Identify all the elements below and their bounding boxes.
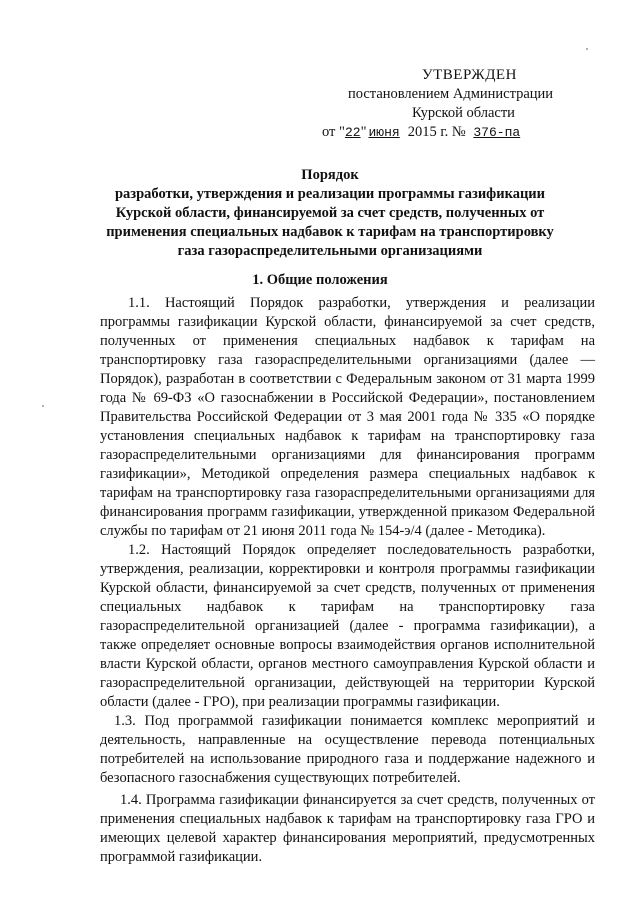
approval-line-2: Курской области: [412, 105, 515, 121]
approval-date-year: 2015 г. №: [407, 124, 466, 140]
scan-speck: [586, 48, 588, 50]
approval-date-line: [322, 123, 622, 142]
paragraph-1-4: 1.4. Программа газификации финансируется за счет средств, полученных от применения специальных надбавок к тарифам на транспортировку газа ГРО и имеющих целевой характер финансирования мероприятий, предусмотренных программой газификации.: [100, 792, 595, 865]
document-title-line-1: Порядок: [301, 167, 359, 183]
paragraph-1-1: 1.1. Настоящий Порядок разработки, утверждения и реализации программы газификации Курской области, финансируемой за счет средств, полученных от применения специальных надбавок к тарифам на транспортировку газа газораспределительными организациями (далее — Порядок), разработан в соответствии с Федеральным законом от 31 марта 1999 года № 69-ФЗ «О газоснабжении в Российской Федерации», постановлением Правительства Российской Федерации от 3 мая 2001 года № 335 «О порядке установления специальных надбавок к тарифам на транспортировку газа газораспределительными организациями для финансирования программ газификации», Методикой определения размера специальных надбавок к тарифам на транспортировку газа газораспределительными организациями для финансирования программ газификации, утвержденной приказом Федеральной службы по тарифам от 21 июня 2011 года № 154-э/4 (далее - Методика).: [100, 295, 595, 539]
paragraph-1-3: 1.3. Под программой газификации понимается комплекс мероприятий и деятельность, направленные на осуществление перевода потенциальных потребителей на использование природного газа и поддержание надежного и безопасного газоснабжения существующих потребителей.: [100, 713, 595, 786]
scan-speck: [42, 405, 44, 407]
approval-line-1: постановлением Администрации: [348, 86, 554, 102]
approval-date-day: 22: [344, 125, 361, 140]
approval-date-quote: ": [360, 124, 367, 140]
approval-date-prefix: от ": [322, 124, 345, 140]
document-title-line-4: применения специальных надбавок к тарифам на транспортировку: [106, 224, 554, 240]
approval-title: УТВЕРЖДЕН: [422, 67, 517, 83]
section-heading: 1. Общие положения: [252, 272, 388, 288]
document-title-line-5: газа газораспределительными организациями: [177, 243, 483, 259]
approval-block: [322, 66, 622, 142]
document-title: [95, 166, 565, 261]
paragraph-1-2: 1.2. Настоящий Порядок определяет последовательность разработки, утверждения, реализации, корректировки и контроля программы газификации Курской области, финансируемой за счет средств, полученных от применения специальных надбавок к тарифам на транспортировку газа газораспределительной организацией (далее - программа газификации), а также определяет основные вопросы взаимодействия органов исполнительной власти Курской области, органов местного самоуправления Курской области и газораспределительной организации, действующей на территории Курской области (далее - ГРО), при реализации программы газификации.: [100, 542, 595, 710]
approval-date-month: июня: [368, 125, 400, 140]
document-title-line-3: Курской области, финансируемой за счет средств, полученных от: [115, 205, 545, 221]
document-body: [100, 294, 595, 867]
approval-number: 376-па: [473, 125, 521, 140]
document-title-line-2: разработки, утверждения и реализации программы газификации: [114, 186, 546, 202]
